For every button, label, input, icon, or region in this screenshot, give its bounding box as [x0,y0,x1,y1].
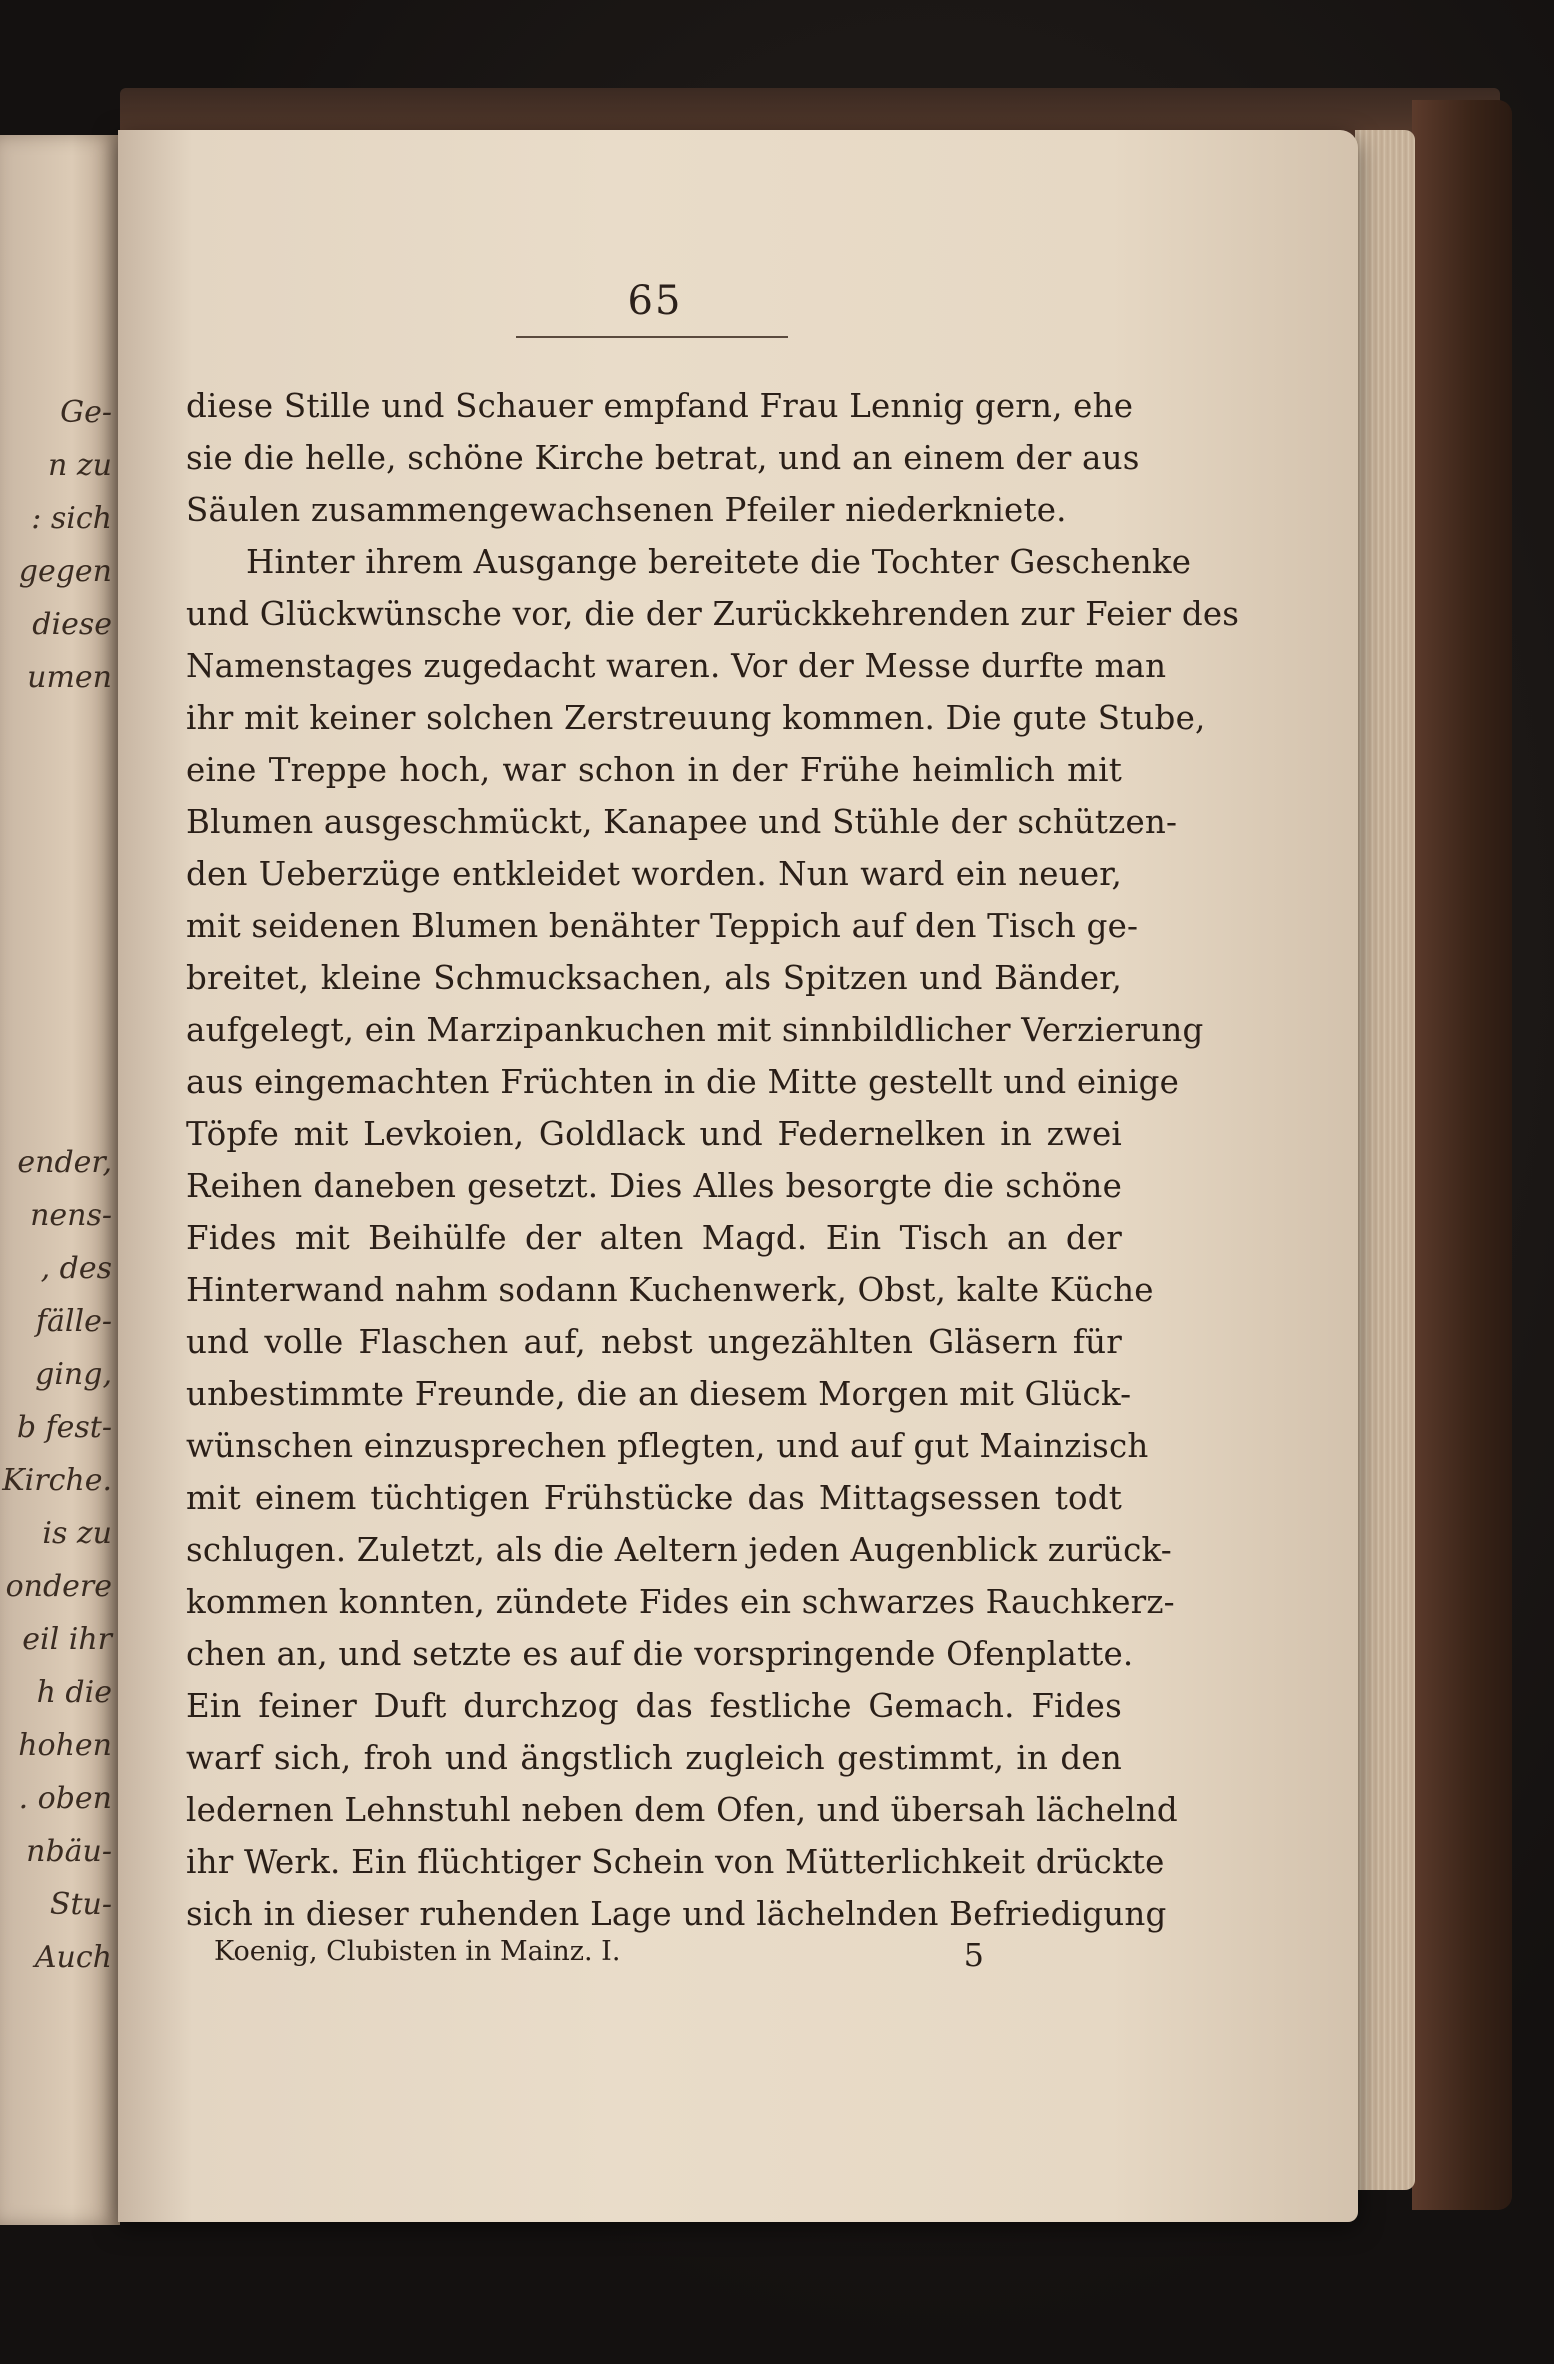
page-number: 65 [627,278,683,324]
text-line: und Glückwünsche vor, die der Zurückkehrenden zur Feier des [186,595,1240,633]
text-line: Hinter ihrem Ausgange bereitete die Tochter Geschenke [246,543,1192,581]
left-fragment: Auch [34,1940,112,1975]
text-line: mit seidenen Blumen benähter Teppich auf den Tisch ge- [186,907,1139,945]
left-fragment: Ge- [60,395,112,430]
text-line: Namenstages zugedacht waren. Vor der Messe durfte man [186,647,1167,685]
text-line: ledernen Lehnstuhl neben dem Ofen, und übersah lächelnd [186,1791,1178,1829]
text-line: und volle Flaschen auf, nebst ungezählten Gläsern für [186,1323,1122,1361]
signature-mark: 5 [963,1936,984,1974]
left-fragment: is zu [42,1516,112,1551]
left-fragment: hohen [18,1728,112,1763]
left-fragment: eil ihr [22,1622,112,1657]
left-fragment: n zu [48,448,112,483]
text-line: kommen konnten, zündete Fides ein schwarzes Rauchkerz- [186,1583,1175,1621]
left-fragment: b fest- [16,1410,112,1445]
left-fragment: nbäu- [26,1834,112,1869]
text-line: Töpfe mit Levkoien, Goldlack und Federnelken in zwei [186,1115,1122,1153]
footer-title: Koenig, Clubisten in Mainz. I. [214,1936,621,1967]
header-rule [516,336,788,338]
left-fragment: umen [27,660,112,695]
left-fragment: diese [32,607,112,642]
page-edges [1355,130,1415,2190]
text-line: diese Stille und Schauer empfand Frau Lennig gern, ehe [186,387,1134,425]
text-line: eine Treppe hoch, war schon in der Frühe heimlich mit [186,751,1122,789]
left-fragment: ging, [35,1357,112,1392]
text-line: Ein feiner Duft durchzog das festliche Gemach. Fides [186,1687,1122,1725]
left-fragment: ender, [17,1145,112,1180]
left-fragment: gegen [18,554,112,589]
left-fragment: , des [40,1251,112,1286]
text-line: aus eingemachten Früchten in die Mitte gestellt und einige [186,1063,1180,1101]
left-fragment: Kirche. [2,1463,112,1498]
text-line: breitet, kleine Schmucksachen, als Spitzen und Bänder, [186,959,1122,997]
text-line: sie die helle, schöne Kirche betrat, und an einem der aus [186,439,1140,477]
text-line: Säulen zusammengewachsenen Pfeiler niederkniete. [186,491,1067,529]
left-fragment: : sich [31,501,112,536]
text-line: ihr mit keiner solchen Zerstreuung kommen. Die gute Stube, [186,699,1206,737]
text-line: chen an, und setzte es auf die vorspringende Ofenplatte. [186,1635,1134,1673]
text-line: schlugen. Zuletzt, als die Aeltern jeden Augenblick zurück- [186,1531,1172,1569]
left-page-fragments [0,135,120,2225]
left-fragment: . oben [18,1781,112,1816]
text-line: Fides mit Beihülfe der alten Magd. Ein Tisch an der [186,1219,1122,1257]
text-line: mit einem tüchtigen Frühstücke das Mittagsessen todt [186,1479,1122,1517]
text-line: wünschen einzusprechen pflegten, und auf gut Mainzisch [186,1427,1149,1465]
text-line: ihr Werk. Ein flüchtiger Schein von Mütterlichkeit drückte [186,1843,1165,1881]
left-fragment: ondere [5,1569,112,1604]
text-line: Blumen ausgeschmückt, Kanapee und Stühle der schützen- [186,803,1178,841]
book-cover-right [1412,100,1512,2210]
left-fragment: nens- [30,1198,112,1233]
text-line: den Ueberzüge entkleidet worden. Nun ward ein neuer, [186,855,1122,893]
body-text [186,380,1240,1940]
text-line: warf sich, froh und ängstlich zugleich gestimmt, in den [186,1739,1122,1777]
left-fragment: fälle- [35,1304,112,1339]
text-line: sich in dieser ruhenden Lage und lächelnden Befriedigung [186,1895,1167,1933]
text-line: unbestimmte Freunde, die an diesem Morgen mit Glück- [186,1375,1132,1413]
text-line: aufgelegt, ein Marzipankuchen mit sinnbildlicher Verzierung [186,1011,1204,1049]
text-line: Reihen daneben gesetzt. Dies Alles besorgte die schöne [186,1167,1122,1205]
left-fragment: Stu- [49,1887,112,1922]
text-line: Hinterwand nahm sodann Kuchenwerk, Obst, kalte Küche [186,1271,1154,1309]
left-page [0,135,120,2225]
page-footer [214,1936,984,1974]
left-fragment: h die [36,1675,112,1710]
